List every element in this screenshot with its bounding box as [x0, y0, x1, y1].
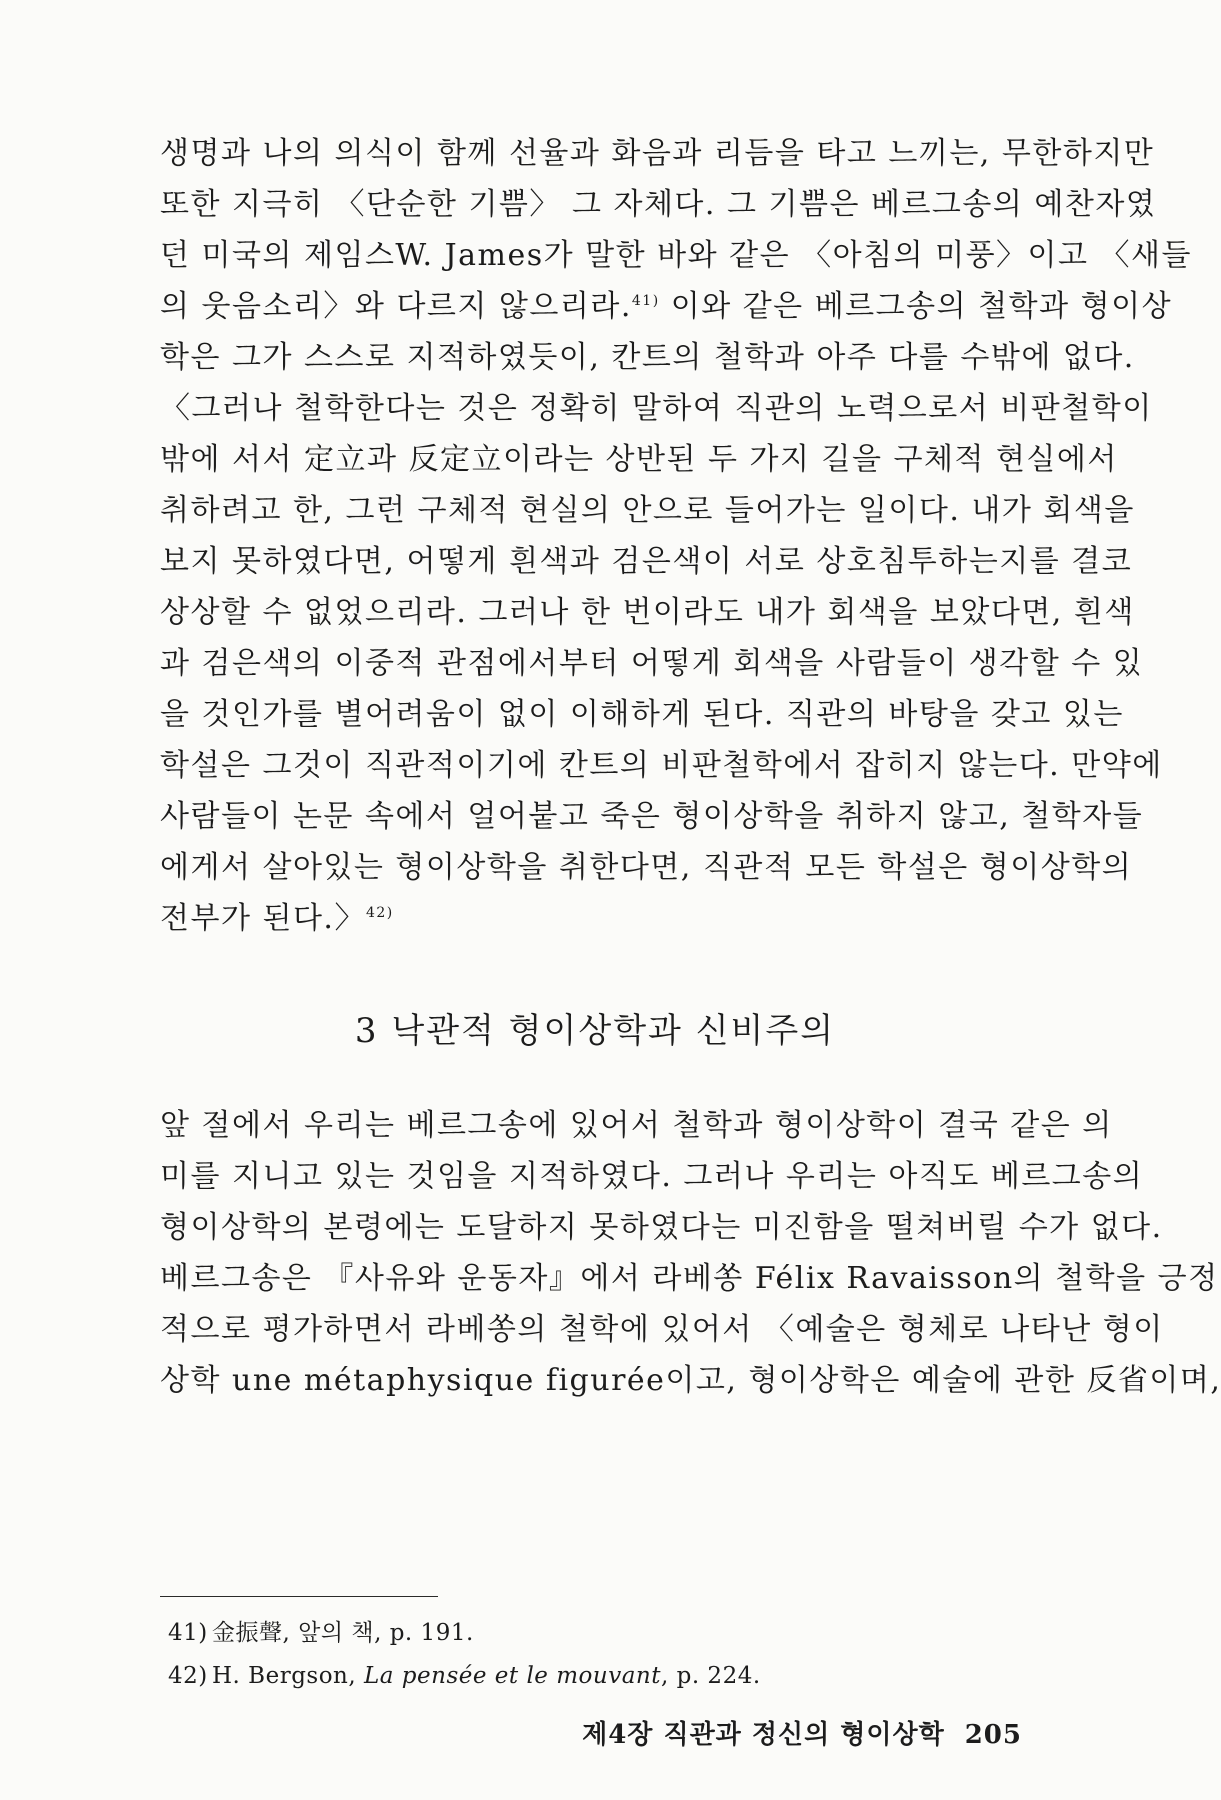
footnote-text: 金振聲, 앞의 책, p. 191.: [212, 1620, 474, 1646]
chapter-title: 제4장 직관과 정신의 형이상학: [582, 1720, 945, 1750]
text-line-head: 의 웃음소리〉와 다르지 않으리라.: [160, 289, 632, 324]
running-footer: [582, 1714, 1022, 1751]
body-paragraph-2: [160, 1100, 1221, 1406]
text-line: [160, 281, 1173, 332]
footnote-ref-41: 41): [631, 293, 660, 309]
text-line: 던 미국의 제임스W. James가 말한 바와 같은 〈아침의 미풍〉이고 〈새들: [160, 238, 1192, 273]
text-line: 학은 그가 스스로 지적하였듯이, 칸트의 철학과 아주 다를 수밖에 없다.: [160, 340, 1135, 375]
section-heading: 3 낙관적 형이상학과 신비주의: [354, 1011, 836, 1051]
text-line: 보지 못하였다면, 어떻게 흰색과 검은색이 서로 상호침투하는지를 결코: [160, 544, 1133, 579]
text-line: 에게서 살아있는 형이상학을 취한다면, 직관적 모든 학설은 형이상학의: [160, 850, 1133, 885]
footnote-number: 42): [168, 1663, 208, 1689]
footnote-41: [168, 1612, 1028, 1655]
text-line: 생명과 나의 의식이 함께 선율과 화음과 리듬을 타고 느끼는, 무한하지만: [160, 136, 1155, 171]
footnote-42: [168, 1655, 1028, 1698]
footnote-text-tail: , p. 224.: [660, 1663, 761, 1689]
text-line: 취하려고 한, 그런 구체적 현실의 안으로 들어가는 일이다. 내가 회색을: [160, 493, 1135, 528]
text-line: 학설은 그것이 직관적이기에 칸트의 비판철학에서 잡히지 않는다. 만약에: [160, 748, 1163, 783]
footnote-ref-42: 42): [365, 905, 394, 921]
page-number: 205: [964, 1720, 1022, 1750]
text-line-head: 전부가 된다.〉: [160, 901, 366, 936]
text-line: [160, 893, 1030, 944]
footnote-book-title: La pensée et le mouvant: [364, 1663, 661, 1689]
text-line: 상학 une métaphysique figurée이고, 형이상학은 예술에 관한 反省이며,: [160, 1363, 1221, 1398]
footnote-divider: [160, 1596, 438, 1597]
text-line: 또한 지극히 〈단순한 기쁨〉 그 자체다. 그 기쁨은 베르그송의 예찬자였: [160, 187, 1157, 222]
text-line-tail: 이와 같은 베르그송의 철학과 형이상: [659, 289, 1173, 324]
body-paragraph-1: [160, 128, 1192, 944]
footnote-number: 41): [168, 1620, 208, 1646]
footnotes: [168, 1612, 1028, 1698]
text-line: 적으로 평가하면서 라베쏭의 철학에 있어서 〈예술은 형체로 나타난 형이: [160, 1312, 1164, 1347]
text-line: 형이상학의 본령에는 도달하지 못하였다는 미진함을 떨쳐버릴 수가 없다.: [160, 1210, 1163, 1245]
text-line: 사람들이 논문 속에서 얼어붙고 죽은 형이상학을 취하지 않고, 철학자들: [160, 799, 1144, 834]
text-line: 앞 절에서 우리는 베르그송에 있어서 철학과 형이상학이 결국 같은 의: [160, 1108, 1113, 1143]
footnote-text: H. Bergson,: [212, 1663, 364, 1689]
text-line: 밖에 서서 定立과 反定立이라는 상반된 두 가지 길을 구체적 현실에서: [160, 442, 1118, 477]
text-line: 과 검은색의 이중적 관점에서부터 어떻게 회색을 사람들이 생각할 수 있: [160, 646, 1144, 681]
text-line: 베르그송은 『사유와 운동자』에서 라베쏭 Félix Ravaisson의 철학을 긍정: [160, 1261, 1219, 1296]
text-line: 을 것인가를 별어려움이 없이 이해하게 된다. 직관의 바탕을 갖고 있는: [160, 697, 1124, 732]
text-line: 상상할 수 없었으리라. 그러나 한 번이라도 내가 회색을 보았다면, 흰색: [160, 595, 1135, 630]
text-line: 〈그러나 철학한다는 것은 정확히 말하여 직관의 노력으로서 비판철학이: [160, 391, 1153, 426]
text-line: 미를 지니고 있는 것임을 지적하였다. 그러나 우리는 아직도 베르그송의: [160, 1159, 1144, 1194]
